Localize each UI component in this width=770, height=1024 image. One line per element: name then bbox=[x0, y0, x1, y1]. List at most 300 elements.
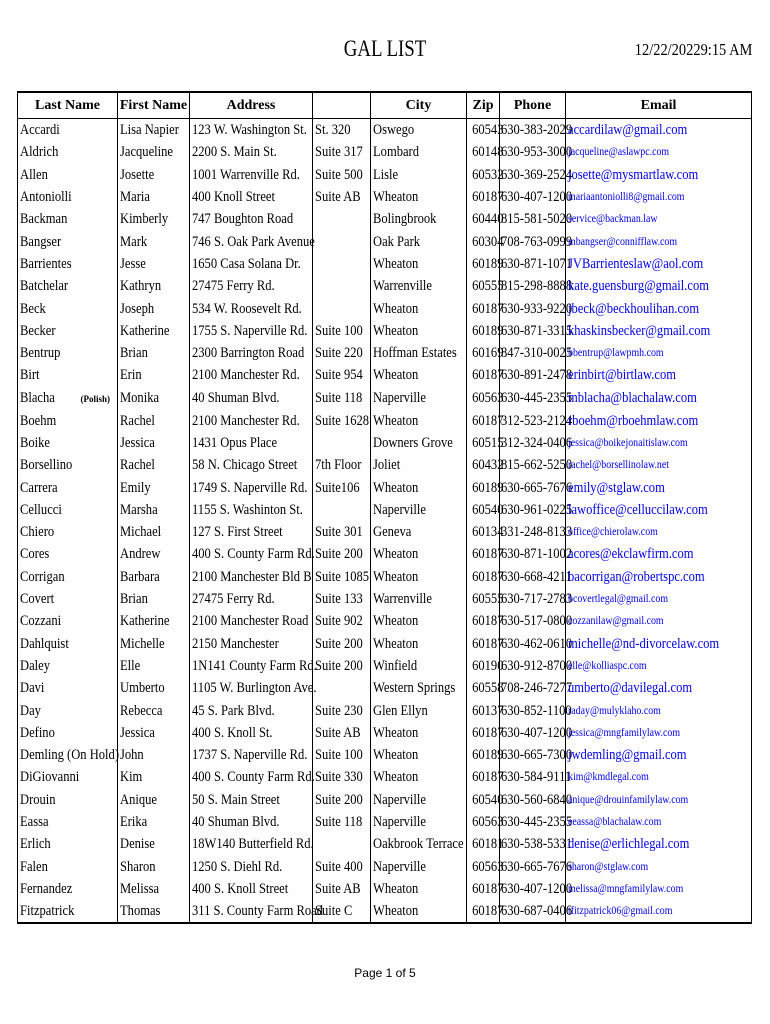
zip-cell: 60187 bbox=[467, 766, 500, 788]
suite-cell: Suite 200 bbox=[313, 789, 371, 811]
last-name-cell: Batchelar bbox=[18, 275, 118, 297]
last-name-cell: Bangser bbox=[18, 230, 118, 252]
first-name-cell: Joseph bbox=[118, 297, 190, 319]
table-row bbox=[18, 833, 752, 855]
zip-cell: 60555 bbox=[467, 588, 500, 610]
address-cell: 400 S. Knoll St. bbox=[190, 722, 313, 744]
address-cell: 40 Shuman Blvd. bbox=[190, 387, 313, 410]
last-name-cell: Boike bbox=[18, 432, 118, 454]
address-cell: 2200 S. Main St. bbox=[190, 141, 313, 163]
email-link[interactable]: mariaantoniolli8@gmail.com bbox=[566, 186, 752, 208]
last-name-cell: Corrigan bbox=[18, 566, 118, 588]
email-link[interactable]: jbeck@beckhoulihan.com bbox=[566, 297, 752, 319]
first-name-cell: Erika bbox=[118, 811, 190, 833]
first-name-cell: Barbara bbox=[118, 566, 190, 588]
table-row bbox=[18, 655, 752, 677]
address-cell: 1155 S. Washinton St. bbox=[190, 499, 313, 521]
address-cell: 127 S. First Street bbox=[190, 521, 313, 543]
last-name-cell: Beck bbox=[18, 297, 118, 319]
email-link[interactable]: jacqueline@aslawpc.com bbox=[566, 141, 752, 163]
first-name-cell: Lisa Napier bbox=[118, 119, 190, 142]
email-link[interactable]: rboehm@rboehmlaw.com bbox=[566, 410, 752, 432]
phone-cell: 630-462-0610 bbox=[500, 633, 566, 655]
table-row bbox=[18, 253, 752, 275]
city-cell: Wheaton bbox=[371, 320, 467, 342]
address-cell: 2100 Manchester Rd. bbox=[190, 410, 313, 432]
last-name-cell: Accardi bbox=[18, 119, 118, 142]
table-row bbox=[18, 744, 752, 766]
city-cell: Lombard bbox=[371, 141, 467, 163]
table-row bbox=[18, 364, 752, 386]
suite-cell: Suite AB bbox=[313, 186, 371, 208]
email-link[interactable]: jwdemling@gmail.com bbox=[566, 744, 752, 766]
suite-cell: Suite AB bbox=[313, 722, 371, 744]
city-cell: Lisle bbox=[371, 164, 467, 186]
email-link[interactable]: jessica@boikejonaitislaw.com bbox=[566, 432, 752, 454]
zip-cell: 60187 bbox=[467, 543, 500, 565]
suite-cell: Suite 301 bbox=[313, 521, 371, 543]
phone-cell: 630-383-2029 bbox=[500, 119, 566, 142]
email-link[interactable]: eeassa@blachalaw.com bbox=[566, 811, 752, 833]
address-cell: 534 W. Roosevelt Rd. bbox=[190, 297, 313, 319]
city-cell: Wheaton bbox=[371, 364, 467, 386]
last-name-cell: Backman bbox=[18, 208, 118, 230]
language-note: (Polish) bbox=[80, 393, 111, 404]
city-cell: Winfield bbox=[371, 655, 467, 677]
email-link[interactable]: kim@kmdlegal.com bbox=[566, 766, 752, 788]
phone-cell: 815-298-8888 bbox=[500, 275, 566, 297]
address-cell: 2100 Manchester Road bbox=[190, 610, 313, 632]
email-link[interactable]: elle@kolliaspc.com bbox=[566, 655, 752, 677]
address-cell: 27475 Ferry Rd. bbox=[190, 588, 313, 610]
last-name-cell: Eassa bbox=[18, 811, 118, 833]
email-link[interactable]: emily@stglaw.com bbox=[566, 476, 752, 498]
phone-cell: 630-560-6840 bbox=[500, 789, 566, 811]
city-cell: Naperville bbox=[371, 499, 467, 521]
table-row bbox=[18, 499, 752, 521]
city-cell: Warrenville bbox=[371, 588, 467, 610]
table-row bbox=[18, 789, 752, 811]
zip-cell: 60169 bbox=[467, 342, 500, 364]
table-row bbox=[18, 164, 752, 186]
table-row bbox=[18, 387, 752, 410]
suite-cell: Suite AB bbox=[313, 878, 371, 900]
phone-cell: 630-665-7300 bbox=[500, 744, 566, 766]
email-link[interactable]: mblacha@blachalaw.com bbox=[566, 387, 752, 410]
address-cell: 40 Shuman Blvd. bbox=[190, 811, 313, 833]
table-row bbox=[18, 141, 752, 163]
zip-cell: 60189 bbox=[467, 253, 500, 275]
email-link[interactable]: lawoffice@celluccilaw.com bbox=[566, 499, 752, 521]
suite-cell: Suite 330 bbox=[313, 766, 371, 788]
suite-cell bbox=[313, 499, 371, 521]
city-cell: Wheaton bbox=[371, 900, 467, 923]
last-name-cell: Davi bbox=[18, 677, 118, 699]
first-name-cell: Rachel bbox=[118, 410, 190, 432]
suite-cell: Suite 1628 bbox=[313, 410, 371, 432]
suite-cell bbox=[313, 253, 371, 275]
table-row bbox=[18, 543, 752, 565]
last-name-cell: Blacha (Polish) bbox=[18, 387, 118, 410]
zip-cell: 60540 bbox=[467, 499, 500, 521]
email-link[interactable]: erinbirt@birtlaw.com bbox=[566, 364, 752, 386]
last-name-cell: Day bbox=[18, 699, 118, 721]
zip-cell: 60304 bbox=[467, 230, 500, 252]
address-cell: 27475 Ferry Rd. bbox=[190, 275, 313, 297]
phone-cell: 630-407-1200 bbox=[500, 878, 566, 900]
city-cell: Wheaton bbox=[371, 610, 467, 632]
last-name-cell: Drouin bbox=[18, 789, 118, 811]
suite-cell: Suite 220 bbox=[313, 342, 371, 364]
table-row bbox=[18, 521, 752, 543]
address-cell: 400 S. County Farm Rd. bbox=[190, 543, 313, 565]
suite-cell bbox=[313, 208, 371, 230]
address-cell: 2100 Manchester Bld B bbox=[190, 566, 313, 588]
email-link[interactable]: melissa@mngfamilylaw.com bbox=[566, 878, 752, 900]
zip-cell: 60137 bbox=[467, 699, 500, 721]
first-name-cell: Maria bbox=[118, 186, 190, 208]
last-name-cell: Becker bbox=[18, 320, 118, 342]
phone-cell: 630-445-2355 bbox=[500, 811, 566, 833]
first-name-cell: Katherine bbox=[118, 610, 190, 632]
phone-cell: 630-953-3000 bbox=[500, 141, 566, 163]
page-title: GAL LIST bbox=[343, 36, 427, 61]
city-cell: Wheaton bbox=[371, 878, 467, 900]
last-name-cell: Birt bbox=[18, 364, 118, 386]
table-row bbox=[18, 208, 752, 230]
city-cell: Naperville bbox=[371, 789, 467, 811]
suite-cell: Suite 200 bbox=[313, 543, 371, 565]
phone-cell: 630-517-0800 bbox=[500, 610, 566, 632]
zip-cell: 60540 bbox=[467, 789, 500, 811]
first-name-cell: John bbox=[118, 744, 190, 766]
last-name-cell: Dahlquist bbox=[18, 633, 118, 655]
phone-cell: 708-246-7277 bbox=[500, 677, 566, 699]
suite-cell bbox=[313, 677, 371, 699]
address-cell: 58 N. Chicago Street bbox=[190, 454, 313, 476]
phone-cell: 630-668-4211 bbox=[500, 566, 566, 588]
phone-cell: 630-852-1100 bbox=[500, 699, 566, 721]
phone-cell: 630-665-7676 bbox=[500, 856, 566, 878]
phone-cell: 630-407-1200 bbox=[500, 186, 566, 208]
address-cell: 311 S. County Farm Road bbox=[190, 900, 313, 923]
header-city: City bbox=[371, 92, 467, 119]
email-link[interactable]: kate.guensburg@gmail.com bbox=[566, 275, 752, 297]
zip-cell: 60432 bbox=[467, 454, 500, 476]
table-row bbox=[18, 275, 752, 297]
zip-cell: 60148 bbox=[467, 141, 500, 163]
first-name-cell: Elle bbox=[118, 655, 190, 677]
last-name-cell: Cores bbox=[18, 543, 118, 565]
last-name-cell: Covert bbox=[18, 588, 118, 610]
suite-cell: Suite 1085 bbox=[313, 566, 371, 588]
suite-cell: 7th Floor bbox=[313, 454, 371, 476]
last-name-cell: Defino bbox=[18, 722, 118, 744]
header-first-name: First Name bbox=[118, 92, 190, 119]
email-link[interactable]: JVBarrienteslaw@aol.com bbox=[566, 253, 752, 275]
email-link[interactable]: tfitzpatrick06@gmail.com bbox=[566, 900, 752, 923]
phone-cell: 630-687-0406 bbox=[500, 900, 566, 923]
zip-cell: 60187 bbox=[467, 722, 500, 744]
city-cell: Wheaton bbox=[371, 543, 467, 565]
phone-cell: 630-871-1071 bbox=[500, 253, 566, 275]
city-cell: Western Springs bbox=[371, 677, 467, 699]
suite-cell: Suite 954 bbox=[313, 364, 371, 386]
last-name-cell: Demling (On Hold) bbox=[18, 744, 118, 766]
email-link[interactable]: cozzanilaw@gmail.com bbox=[566, 610, 752, 632]
email-link[interactable]: bacorrigan@robertspc.com bbox=[566, 566, 752, 588]
last-name-cell: Antoniolli bbox=[18, 186, 118, 208]
table-row bbox=[18, 878, 752, 900]
suite-cell: Suite 902 bbox=[313, 610, 371, 632]
zip-cell: 60187 bbox=[467, 364, 500, 386]
phone-cell: 630-871-1002 bbox=[500, 543, 566, 565]
table-row bbox=[18, 342, 752, 364]
first-name-cell: Rebecca bbox=[118, 699, 190, 721]
email-link[interactable]: acores@ekclawfirm.com bbox=[566, 543, 752, 565]
zip-cell: 60134 bbox=[467, 521, 500, 543]
address-cell: 50 S. Main Street bbox=[190, 789, 313, 811]
table-row bbox=[18, 566, 752, 588]
table-row bbox=[18, 588, 752, 610]
email-link[interactable]: mbangser@connifflaw.com bbox=[566, 230, 752, 252]
last-name-cell: Barrientes bbox=[18, 253, 118, 275]
last-name-cell: Boehm bbox=[18, 410, 118, 432]
email-link[interactable]: anique@drouinfamilylaw.com bbox=[566, 789, 752, 811]
header-suite bbox=[313, 92, 371, 119]
last-name-cell: Erlich bbox=[18, 833, 118, 855]
city-cell: Downers Grove bbox=[371, 432, 467, 454]
table-row bbox=[18, 766, 752, 788]
suite-cell: Suite C bbox=[313, 900, 371, 923]
suite-cell: Suite 200 bbox=[313, 633, 371, 655]
email-link[interactable]: umberto@davilegal.com bbox=[566, 677, 752, 699]
city-cell: Glen Ellyn bbox=[371, 699, 467, 721]
table-row bbox=[18, 677, 752, 699]
city-cell: Wheaton bbox=[371, 253, 467, 275]
first-name-cell: Brian bbox=[118, 588, 190, 610]
suite-cell: Suite106 bbox=[313, 476, 371, 498]
address-cell: 1N141 County Farm Rd. bbox=[190, 655, 313, 677]
zip-cell: 60187 bbox=[467, 878, 500, 900]
phone-cell: 630-871-3315 bbox=[500, 320, 566, 342]
table-row bbox=[18, 699, 752, 721]
table-row bbox=[18, 230, 752, 252]
city-cell: Geneva bbox=[371, 521, 467, 543]
first-name-cell: Josette bbox=[118, 164, 190, 186]
first-name-cell: Jessica bbox=[118, 432, 190, 454]
city-cell: Wheaton bbox=[371, 297, 467, 319]
first-name-cell: Marsha bbox=[118, 499, 190, 521]
last-name-cell: Aldrich bbox=[18, 141, 118, 163]
city-cell: Warrenville bbox=[371, 275, 467, 297]
phone-cell: 312-324-0406 bbox=[500, 432, 566, 454]
address-cell: 1105 W. Burlington Ave. bbox=[190, 677, 313, 699]
city-cell: Oakbrook Terrace bbox=[371, 833, 467, 855]
first-name-cell: Erin bbox=[118, 364, 190, 386]
header-last-name: Last Name bbox=[18, 92, 118, 119]
email-link[interactable]: raday@mulyklaho.com bbox=[566, 699, 752, 721]
zip-cell: 60190 bbox=[467, 655, 500, 677]
address-cell: 746 S. Oak Park Avenue bbox=[190, 230, 313, 252]
gal-table bbox=[17, 91, 752, 924]
phone-cell: 630-961-0225 bbox=[500, 499, 566, 521]
suite-cell bbox=[313, 432, 371, 454]
address-cell: 18W140 Butterfield Rd. bbox=[190, 833, 313, 855]
email-link[interactable]: jessica@mngfamilylaw.com bbox=[566, 722, 752, 744]
email-link[interactable]: bbentrup@lawpmh.com bbox=[566, 342, 752, 364]
email-link[interactable]: denise@erlichlegal.com bbox=[566, 833, 752, 855]
table-row bbox=[18, 811, 752, 833]
last-name-cell: Fernandez bbox=[18, 878, 118, 900]
zip-cell: 60189 bbox=[467, 320, 500, 342]
table-row bbox=[18, 856, 752, 878]
table-row bbox=[18, 610, 752, 632]
suite-cell: St. 320 bbox=[313, 119, 371, 142]
address-cell: 2300 Barrington Road bbox=[190, 342, 313, 364]
first-name-cell: Jacqueline bbox=[118, 141, 190, 163]
email-link[interactable]: bcovertlegal@gmail.com bbox=[566, 588, 752, 610]
first-name-cell: Umberto bbox=[118, 677, 190, 699]
zip-cell: 60515 bbox=[467, 432, 500, 454]
first-name-cell: Andrew bbox=[118, 543, 190, 565]
city-cell: Wheaton bbox=[371, 722, 467, 744]
header-phone: Phone bbox=[500, 92, 566, 119]
address-cell: 1749 S. Naperville Rd. bbox=[190, 476, 313, 498]
address-cell: 2150 Manchester bbox=[190, 633, 313, 655]
phone-cell: 331-248-8133 bbox=[500, 521, 566, 543]
first-name-cell: Sharon bbox=[118, 856, 190, 878]
table-row bbox=[18, 186, 752, 208]
phone-cell: 630-584-9111 bbox=[500, 766, 566, 788]
email-link[interactable]: service@backman.law bbox=[566, 208, 752, 230]
first-name-cell: Michelle bbox=[118, 633, 190, 655]
suite-cell: Suite 200 bbox=[313, 655, 371, 677]
first-name-cell: Thomas bbox=[118, 900, 190, 923]
city-cell: Wheaton bbox=[371, 186, 467, 208]
suite-cell: Suite 118 bbox=[313, 811, 371, 833]
phone-cell: 630-665-7676 bbox=[500, 476, 566, 498]
header-email: Email bbox=[566, 92, 752, 119]
email-link[interactable]: office@chierolaw.com bbox=[566, 521, 752, 543]
suite-cell: Suite 317 bbox=[313, 141, 371, 163]
page-number: Page 1 of 5 bbox=[354, 966, 416, 980]
city-cell: Wheaton bbox=[371, 476, 467, 498]
zip-cell: 60187 bbox=[467, 186, 500, 208]
address-cell: 400 Knoll Street bbox=[190, 186, 313, 208]
first-name-cell: Mark bbox=[118, 230, 190, 252]
address-cell: 1755 S. Naperville Rd. bbox=[190, 320, 313, 342]
zip-cell: 60187 bbox=[467, 410, 500, 432]
zip-cell: 60189 bbox=[467, 476, 500, 498]
zip-cell: 60543 bbox=[467, 119, 500, 142]
address-cell: 1001 Warrenville Rd. bbox=[190, 164, 313, 186]
zip-cell: 60440 bbox=[467, 208, 500, 230]
address-cell: 1250 S. Diehl Rd. bbox=[190, 856, 313, 878]
email-link[interactable]: josette@mysmartlaw.com bbox=[566, 164, 752, 186]
table-row bbox=[18, 320, 752, 342]
city-cell: Oak Park bbox=[371, 230, 467, 252]
last-name-cell: Cellucci bbox=[18, 499, 118, 521]
suite-cell bbox=[313, 230, 371, 252]
phone-cell: 630-933-9220 bbox=[500, 297, 566, 319]
first-name-cell: Kathryn bbox=[118, 275, 190, 297]
address-cell: 1431 Opus Place bbox=[190, 432, 313, 454]
zip-cell: 60558 bbox=[467, 677, 500, 699]
last-name-cell: Cozzani bbox=[18, 610, 118, 632]
last-name-cell: Bentrup bbox=[18, 342, 118, 364]
last-name-cell: Fitzpatrick bbox=[18, 900, 118, 923]
suite-cell: Suite 100 bbox=[313, 320, 371, 342]
first-name-cell: Jessica bbox=[118, 722, 190, 744]
last-name-cell: Falen bbox=[18, 856, 118, 878]
first-name-cell: Denise bbox=[118, 833, 190, 855]
city-cell: Naperville bbox=[371, 387, 467, 410]
address-cell: 123 W. Washington St. bbox=[190, 119, 313, 142]
phone-cell: 630-407-1200 bbox=[500, 722, 566, 744]
zip-cell: 60563 bbox=[467, 811, 500, 833]
zip-cell: 60555 bbox=[467, 275, 500, 297]
first-name-cell: Monika bbox=[118, 387, 190, 410]
city-cell: Naperville bbox=[371, 856, 467, 878]
email-link[interactable]: sharon@stglaw.com bbox=[566, 856, 752, 878]
last-name-cell: DiGiovanni bbox=[18, 766, 118, 788]
table-row bbox=[18, 297, 752, 319]
city-cell: Wheaton bbox=[371, 766, 467, 788]
first-name-cell: Katherine bbox=[118, 320, 190, 342]
first-name-cell: Melissa bbox=[118, 878, 190, 900]
phone-cell: 630-912-8700 bbox=[500, 655, 566, 677]
zip-cell: 60532 bbox=[467, 164, 500, 186]
email-link[interactable]: michelle@nd-divorcelaw.com bbox=[566, 633, 752, 655]
phone-cell: 815-662-5250 bbox=[500, 454, 566, 476]
phone-cell: 630-369-2524 bbox=[500, 164, 566, 186]
email-link[interactable]: khaskinsbecker@gmail.com bbox=[566, 320, 752, 342]
city-cell: Joliet bbox=[371, 454, 467, 476]
phone-cell: 815-581-5020 bbox=[500, 208, 566, 230]
address-cell: 45 S. Park Blvd. bbox=[190, 699, 313, 721]
table-row bbox=[18, 633, 752, 655]
table-row bbox=[18, 410, 752, 432]
last-name-cell: Chiero bbox=[18, 521, 118, 543]
first-name-cell: Michael bbox=[118, 521, 190, 543]
phone-cell: 630-891-2478 bbox=[500, 364, 566, 386]
first-name-cell: Rachel bbox=[118, 454, 190, 476]
address-cell: 747 Boughton Road bbox=[190, 208, 313, 230]
table-row bbox=[18, 119, 752, 142]
email-link[interactable]: rachel@borsellinolaw.net bbox=[566, 454, 752, 476]
suite-cell: Suite 230 bbox=[313, 699, 371, 721]
zip-cell: 60563 bbox=[467, 856, 500, 878]
address-cell: 1737 S. Naperville Rd. bbox=[190, 744, 313, 766]
city-cell: Bolingbrook bbox=[371, 208, 467, 230]
table-row bbox=[18, 900, 752, 923]
zip-cell: 60187 bbox=[467, 900, 500, 923]
first-name-cell: Anique bbox=[118, 789, 190, 811]
zip-cell: 60189 bbox=[467, 744, 500, 766]
email-link[interactable]: accardilaw@gmail.com bbox=[566, 119, 752, 142]
table-row bbox=[18, 722, 752, 744]
phone-cell: 630-717-2783 bbox=[500, 588, 566, 610]
city-cell: Oswego bbox=[371, 119, 467, 142]
phone-cell: 847-310-0025 bbox=[500, 342, 566, 364]
suite-cell bbox=[313, 275, 371, 297]
suite-cell bbox=[313, 833, 371, 855]
phone-cell: 630-445-2355 bbox=[500, 387, 566, 410]
address-cell: 400 S. Knoll Street bbox=[190, 878, 313, 900]
city-cell: Wheaton bbox=[371, 633, 467, 655]
first-name-cell: Jesse bbox=[118, 253, 190, 275]
